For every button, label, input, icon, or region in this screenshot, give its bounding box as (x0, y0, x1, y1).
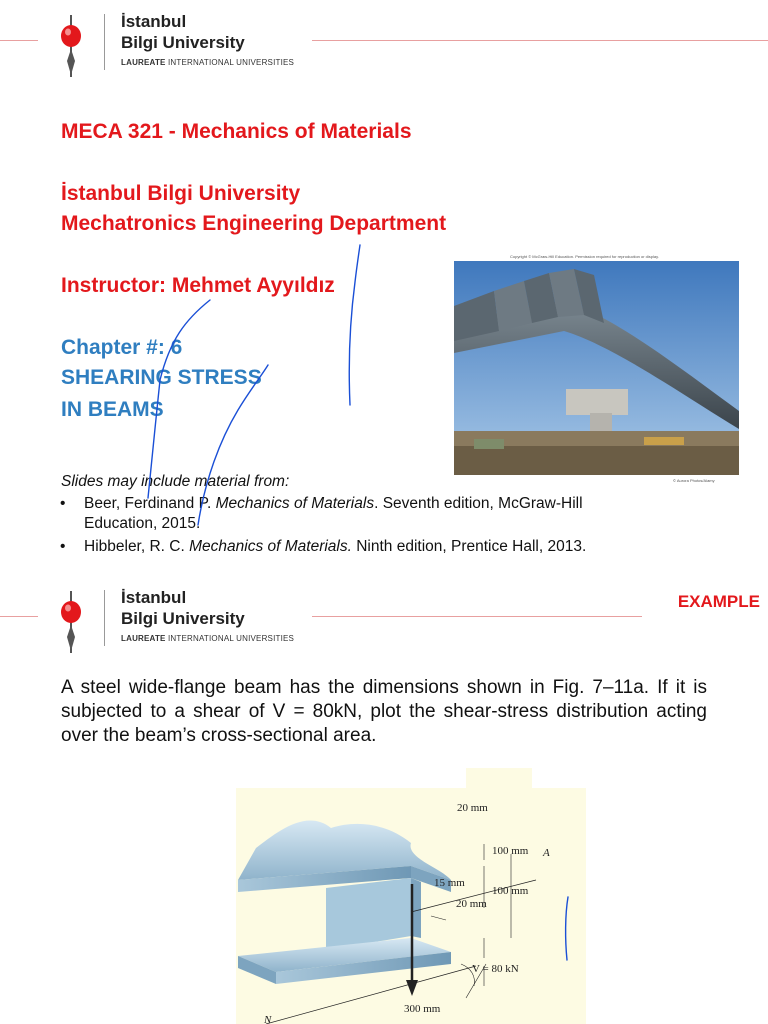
instructor-name: Instructor: Mehmet Ayyıldız (61, 274, 335, 297)
label-neutral-axis: N (264, 1014, 272, 1024)
chapter-topic-line2: IN BEAMS (61, 398, 164, 421)
bridge-photo (454, 261, 739, 475)
slides-note: Slides may include material from: (61, 473, 290, 490)
example-tag: EXAMPLE (677, 592, 760, 611)
label-upper-half: 100 mm (492, 845, 529, 857)
header-rule-right (312, 616, 642, 617)
problem-statement: A steel wide-flange beam has the dimensions shown in Fig. 7–11a. If it is subjected to a shear of V = 80kN, plot the shear-stress distribution acting over the beam’s cross-sectional area. (61, 677, 707, 746)
photo-copyright: Copyright © McGraw-Hill Education. Permission required for reproduction or display. (510, 254, 659, 259)
logo-bilgi-university: Bilgi University (121, 33, 245, 52)
label-top-flange: 20 mm (457, 802, 488, 814)
department-name: Mechatronics Engineering Department (61, 212, 447, 235)
photo-credit: © Aurora Photos/Alamy (673, 478, 715, 483)
university-logo-icon (50, 589, 92, 660)
chapter-number: Chapter #: 6 (61, 336, 183, 359)
label-point-a: A (543, 847, 550, 859)
logo-laureate: LAUREATE INTERNATIONAL UNIVERSITIES (121, 58, 295, 67)
title-slide: İstanbul Bilgi University LAUREATE INTERNATIONAL UNIVERSITIES MECA 321 - Mechanics of Materials İstanbul Bilgi University Mechatronics Engineering Department Instructor: Mehmet Ayyıldız Chapter #: 6 SHEARING STRESS IN BEAMS Slides may include material from: • Beer, Ferdinand P. Mechanics of Materials. Seventh edition, McGraw-Hill Education, 2015. • Hibbeler, R. C. Mechanics of Materials. Ninth edition, Prentice Hall, 2013. Copyright © McGraw-Hill Education. Permission required for reproduction or display. © Aurora Photos/Alamy (0, 0, 768, 576)
logo-istanbul: İstanbul (121, 588, 187, 607)
logo-bilgi-university: Bilgi University (121, 609, 245, 628)
header-rule-right (312, 40, 768, 41)
university-name: İstanbul Bilgi University (61, 182, 301, 205)
label-web-thickness: 15 mm (434, 877, 465, 889)
course-title: MECA 321 - Mechanics of Materials (61, 120, 412, 143)
label-bottom-flange: 20 mm (456, 898, 487, 910)
logo-istanbul: İstanbul (121, 12, 187, 31)
logo-divider (104, 14, 105, 70)
logo-laureate: LAUREATE INTERNATIONAL UNIVERSITIES (121, 634, 295, 643)
label-width: 300 mm (404, 1003, 441, 1015)
header-rule-left (0, 616, 38, 617)
label-shear: V = 80 kN (472, 963, 519, 975)
header-rule-left (0, 40, 38, 41)
logo-divider (104, 590, 105, 646)
university-logo-icon (50, 13, 92, 84)
label-lower-half: 100 mm (492, 885, 529, 897)
example-slide (0, 576, 768, 1024)
figure-tab (466, 768, 532, 790)
beam-figure (236, 788, 586, 1024)
chapter-topic-line1: SHEARING STRESS (61, 366, 262, 389)
